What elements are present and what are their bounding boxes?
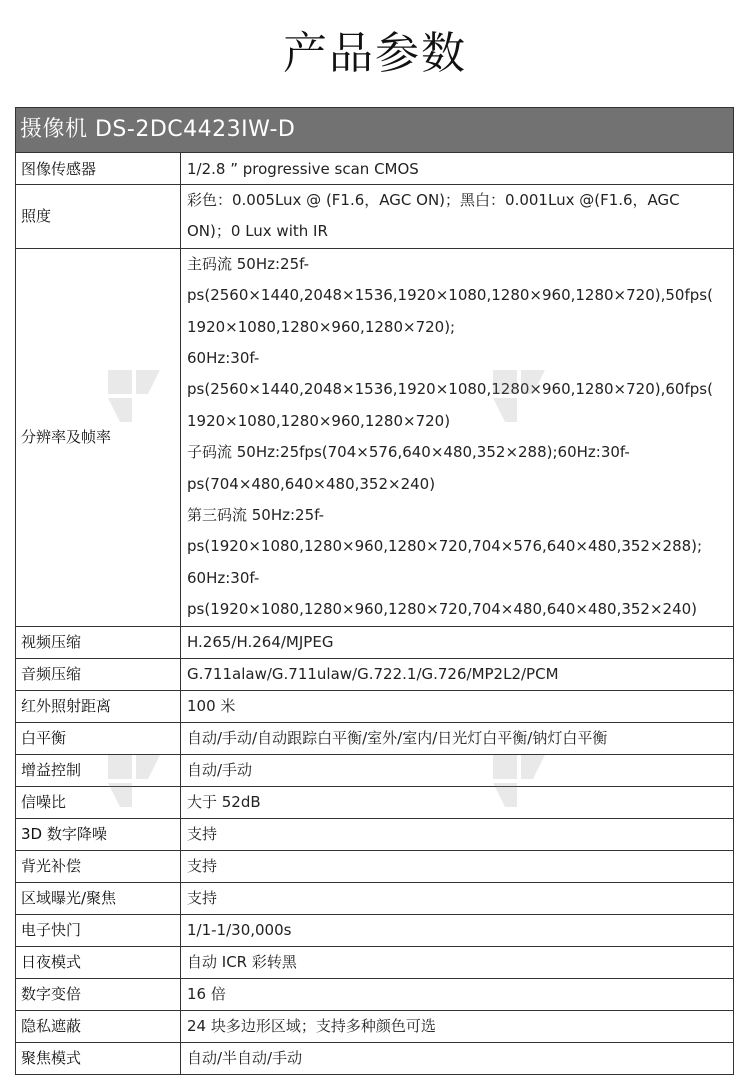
row-value: [181, 658, 734, 690]
row-value-line: 大于 52dB: [187, 793, 261, 812]
row-value: [181, 626, 734, 658]
row-value: [181, 978, 734, 1010]
table-row: [16, 1042, 734, 1074]
row-label: 增益控制: [16, 754, 181, 786]
row-value-line: ps(2560×1440,2048×1536,1920×1080,1280×960,1280×720),60fps(: [187, 380, 713, 399]
page-title: 产品参数: [283, 28, 467, 79]
table-row: [16, 690, 734, 722]
row-value-line: 1920×1080,1280×960,1280×720);: [187, 317, 456, 336]
row-value: [181, 946, 734, 978]
spec-table: [15, 107, 734, 1075]
row-label: 日夜模式: [16, 946, 181, 978]
table-row: [16, 658, 734, 690]
row-label: 照度: [16, 185, 181, 249]
row-label: 信噪比: [16, 786, 181, 818]
row-value-line: 1/2.8 ” progressive scan CMOS: [187, 159, 419, 178]
table-header-row: [16, 108, 734, 153]
row-value: [181, 882, 734, 914]
row-value: [181, 818, 734, 850]
row-label: 数字变倍: [16, 978, 181, 1010]
row-label: 红外照射距离: [16, 690, 181, 722]
row-label: 电子快门: [16, 914, 181, 946]
row-value: [181, 1042, 734, 1074]
row-value-line: 16 倍: [187, 985, 226, 1004]
row-label: 3D 数字降噪: [16, 818, 181, 850]
row-value-line: ps(1920×1080,1280×960,1280×720,704×480,640×480,352×240): [187, 600, 698, 619]
table-row: [16, 626, 734, 658]
row-value-line: 自动/手动: [187, 761, 253, 780]
table-row: [16, 850, 734, 882]
row-value: [181, 850, 734, 882]
spec-body: [16, 153, 734, 1075]
row-value-line: 支持: [187, 825, 218, 844]
row-value: [181, 1010, 734, 1042]
row-label: 区域曝光/聚焦: [16, 882, 181, 914]
table-row: [16, 153, 734, 185]
row-value-line: H.265/H.264/MJPEG: [187, 633, 334, 652]
row-value-line: ps(2560×1440,2048×1536,1920×1080,1280×960,1280×720),50fps(: [187, 286, 713, 305]
table-row: [16, 978, 734, 1010]
row-value-line: 第三码流 50Hz:25f-: [187, 506, 325, 525]
row-value: [181, 153, 734, 185]
row-label: 分辨率及帧率: [16, 248, 181, 626]
row-value-line: 1/1-1/30,000s: [187, 921, 292, 940]
row-label: 音频压缩: [16, 658, 181, 690]
row-label: 图像传感器: [16, 153, 181, 185]
row-value-line: ON)；0 Lux with IR: [187, 222, 328, 241]
row-value-line: 支持: [187, 889, 218, 908]
table-row: [16, 786, 734, 818]
row-value: [181, 690, 734, 722]
row-value: [181, 914, 734, 946]
row-value-line: G.711alaw/G.711ulaw/G.722.1/G.726/MP2L2/PCM: [187, 665, 559, 684]
row-label: 聚焦模式: [16, 1042, 181, 1074]
table-row: [16, 882, 734, 914]
row-label: 视频压缩: [16, 626, 181, 658]
row-value-line: 子码流 50Hz:25fps(704×576,640×480,352×288);60Hz:30f-: [187, 443, 630, 462]
row-value-line: 彩色：0.005Lux @ (F1.6，AGC ON)；黑白：0.001Lux @(F1.6，AGC: [187, 191, 680, 209]
row-value-line: ps(1920×1080,1280×960,1280×720,704×576,640×480,352×288);: [187, 537, 703, 556]
row-value: [181, 786, 734, 818]
row-label: 白平衡: [16, 722, 181, 754]
row-value-line: ps(704×480,640×480,352×240): [187, 474, 436, 493]
table-row: [16, 914, 734, 946]
row-value-line: 24 块多边形区域；支持多种颜色可选: [187, 1017, 436, 1036]
row-value-line: 自动/手动/自动跟踪白平衡/室外/室内/日光灯白平衡/钠灯白平衡: [187, 729, 608, 748]
row-value-line: 1920×1080,1280×960,1280×720): [187, 411, 451, 430]
row-label: 隐私遮蔽: [16, 1010, 181, 1042]
row-value-line: 支持: [187, 857, 218, 876]
table-row: [16, 1010, 734, 1042]
table-row: [16, 185, 734, 249]
row-value-line: 60Hz:30f-: [187, 568, 260, 587]
row-value-line: 自动/半自动/手动: [187, 1049, 303, 1068]
table-row: [16, 818, 734, 850]
table-row: [16, 248, 734, 626]
row-value: [181, 185, 734, 249]
row-value: [181, 248, 734, 626]
row-value: [181, 722, 734, 754]
row-value: [181, 754, 734, 786]
table-row: [16, 754, 734, 786]
row-value-line: 100 米: [187, 697, 236, 716]
table-header: 摄像机 DS-2DC4423IW-D: [16, 108, 734, 153]
table-row: [16, 946, 734, 978]
row-value-line: 60Hz:30f-: [187, 349, 260, 368]
row-value-line: 自动 ICR 彩转黑: [187, 953, 297, 972]
table-row: [16, 722, 734, 754]
row-label: 背光补偿: [16, 850, 181, 882]
row-value-line: 主码流 50Hz:25f-: [187, 254, 310, 273]
